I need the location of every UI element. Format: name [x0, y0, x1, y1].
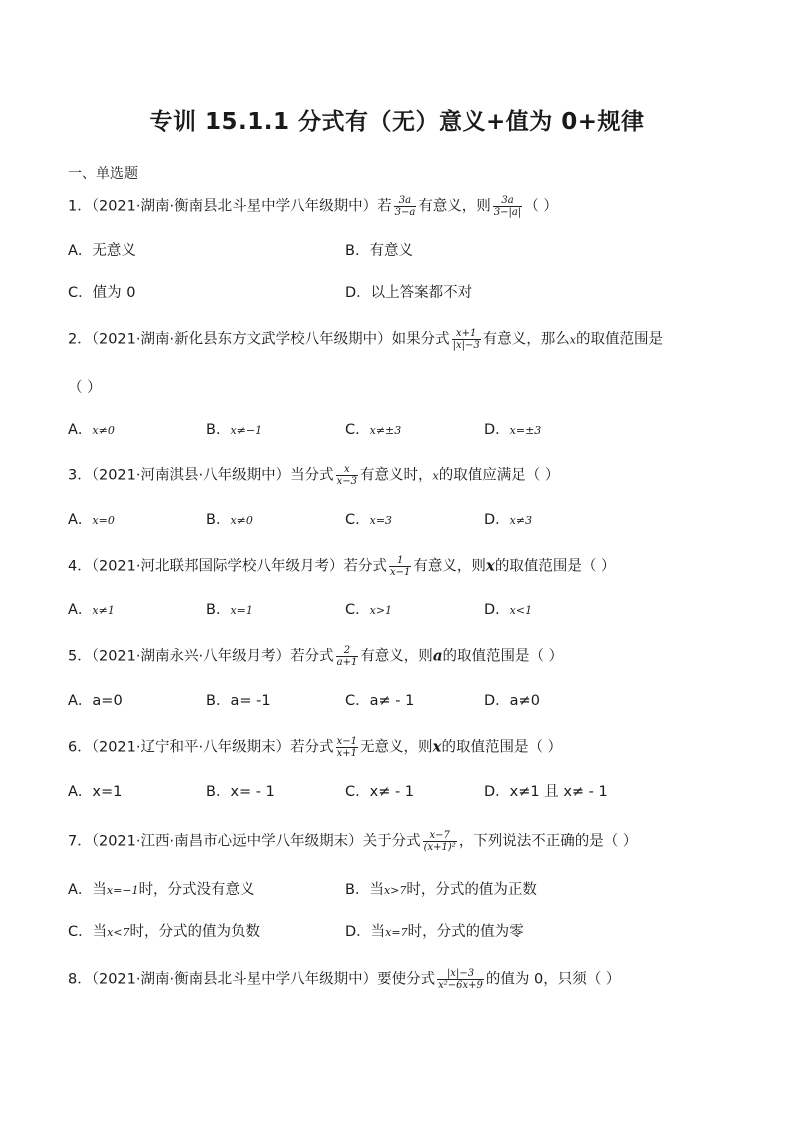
option-d: D．x≠3	[484, 512, 533, 528]
page-title: 专训 15.1.1 分式有（无）意义+值为 0+规律	[149, 109, 645, 135]
option-a: A．x=0	[68, 512, 115, 528]
question-number: 5．	[68, 648, 92, 665]
question-source: （2021·河北联邦国际学校八年级月考）若分式	[91, 558, 387, 575]
option-d: D．当x=7时，分式的值为零	[345, 924, 524, 940]
option-b: B．x≠−1	[206, 422, 263, 438]
question-source: （2021·湖南·衡南县北斗星中学八年级期中）要使分式	[91, 971, 436, 988]
option-c: C．x≠ - 1	[345, 784, 415, 800]
option-c: C．值为 0	[68, 285, 136, 301]
option-a: A．a=0	[68, 693, 123, 709]
question-2: 2．（2021·湖南·新化县东方文武学校八年级期中）如果分式 $\frac{x+1}{|x|-3}$ 有意义，那么x的取值范围是	[68, 328, 663, 351]
question-8: 8．（2021·湖南·衡南县北斗星中学八年级期中）要使分式 $\frac{|x|-3}{\text{x²−6x+9}}$ 的值为 0，只须（ ）	[68, 968, 621, 991]
fraction: $\frac{x}{x-3}$	[336, 464, 357, 487]
fraction: $\frac{3a}{3-|a|}$	[493, 195, 522, 218]
option-c: C．x>1	[345, 602, 393, 618]
fraction: $\frac{3a}{3-a}$	[394, 195, 416, 218]
question-source: （2021·湖南·新化县东方文武学校八年级期中）如果分式	[91, 331, 450, 348]
option-a: A．x=1	[68, 784, 123, 800]
question-3: 3．（2021·河南淇县·八年级期中）当分式 $\frac{x}{x-3}$ 有意义时，x的取值应满足（ ）	[68, 464, 560, 487]
option-b: B．x=1	[206, 602, 253, 618]
question-source: （2021·湖南永兴·八年级月考）若分式	[91, 648, 334, 665]
section-heading: 一、单选题	[68, 166, 138, 182]
fraction: $\frac{|x|-3}{\text{x²−6x+9}}$	[438, 968, 483, 991]
option-d: D．a≠0	[484, 693, 540, 709]
question-4: 4．（2021·河北联邦国际学校八年级月考）若分式 $\frac{1}{x-1}$ 有意义，则x的取值范围是（ ）	[68, 555, 616, 578]
option-c: C．a≠ - 1	[345, 693, 415, 709]
fraction: $\frac{x+1}{|x|-3}$	[452, 328, 480, 351]
question-source: （2021·江西·南昌市心远中学八年级期末）关于分式	[91, 833, 421, 850]
option-b: B．x≠0	[206, 512, 253, 528]
option-b: B．a= -1	[206, 693, 271, 709]
option-a: A．无意义	[68, 243, 136, 259]
question-number: 4．	[68, 558, 92, 575]
question-number: 2．	[68, 331, 92, 348]
option-d: D．x=±3	[484, 422, 542, 438]
option-c: C．x=3	[345, 512, 393, 528]
fraction: $\frac{1}{x-1}$	[390, 555, 411, 578]
question-number: 6．	[68, 739, 92, 756]
option-d: D．以上答案都不对	[345, 285, 473, 301]
question-number: 7．	[68, 833, 92, 850]
question-5: 5．（2021·湖南永兴·八年级月考）若分式 $\frac{2}{a+1}$ 有意义，则a的取值范围是（ ）	[68, 645, 564, 668]
question-source: （2021·河南淇县·八年级期中）当分式	[91, 467, 334, 484]
question-6: 6．（2021·辽宁和平·八年级期末）若分式 $\frac{x-1}{x+1}$ 无意义，则x的取值范围是（ ）	[68, 736, 563, 759]
question-source: （2021·辽宁和平·八年级期末）若分式	[91, 739, 334, 756]
fraction: $\frac{x-7}{\text{(x+1)²}}$	[423, 830, 456, 853]
option-a: A．x≠1	[68, 602, 115, 618]
question-number: 1．	[68, 198, 92, 215]
option-b: B．x= - 1	[206, 784, 275, 800]
question-number: 8．	[68, 971, 92, 988]
option-d: D．x≠1 且 x≠ - 1	[484, 784, 608, 800]
answer-paren: （ ）	[68, 380, 102, 396]
option-c: C．x≠±3	[345, 422, 402, 438]
option-a: A．当x=−1时，分式没有意义	[68, 882, 255, 898]
option-c: C．当x<7时，分式的值为负数	[68, 924, 261, 940]
question-1: 1．（2021·湖南·衡南县北斗星中学八年级期中）若 $\frac{3a}{3-a}$ 有意义，则 $\frac{3a}{3-|a|}$ （ ）	[68, 195, 558, 218]
option-b: B．有意义	[345, 243, 413, 259]
question-7: 7．（2021·江西·南昌市心远中学八年级期末）关于分式 $\frac{x-7}{\text{(x+1)²}}$ ，下列说法不正确的是（ ）	[68, 830, 638, 853]
option-d: D．x<1	[484, 602, 533, 618]
question-source: （2021·湖南·衡南县北斗星中学八年级期中）若	[91, 198, 392, 215]
answer-paren: （ ）	[524, 198, 558, 215]
question-number: 3．	[68, 467, 92, 484]
fraction: $\frac{x-1}{x+1}$	[336, 736, 357, 759]
fraction: $\frac{2}{a+1}$	[336, 645, 358, 668]
option-b: B．当x>7时，分式的值为正数	[345, 882, 537, 898]
option-a: A．x≠0	[68, 422, 115, 438]
